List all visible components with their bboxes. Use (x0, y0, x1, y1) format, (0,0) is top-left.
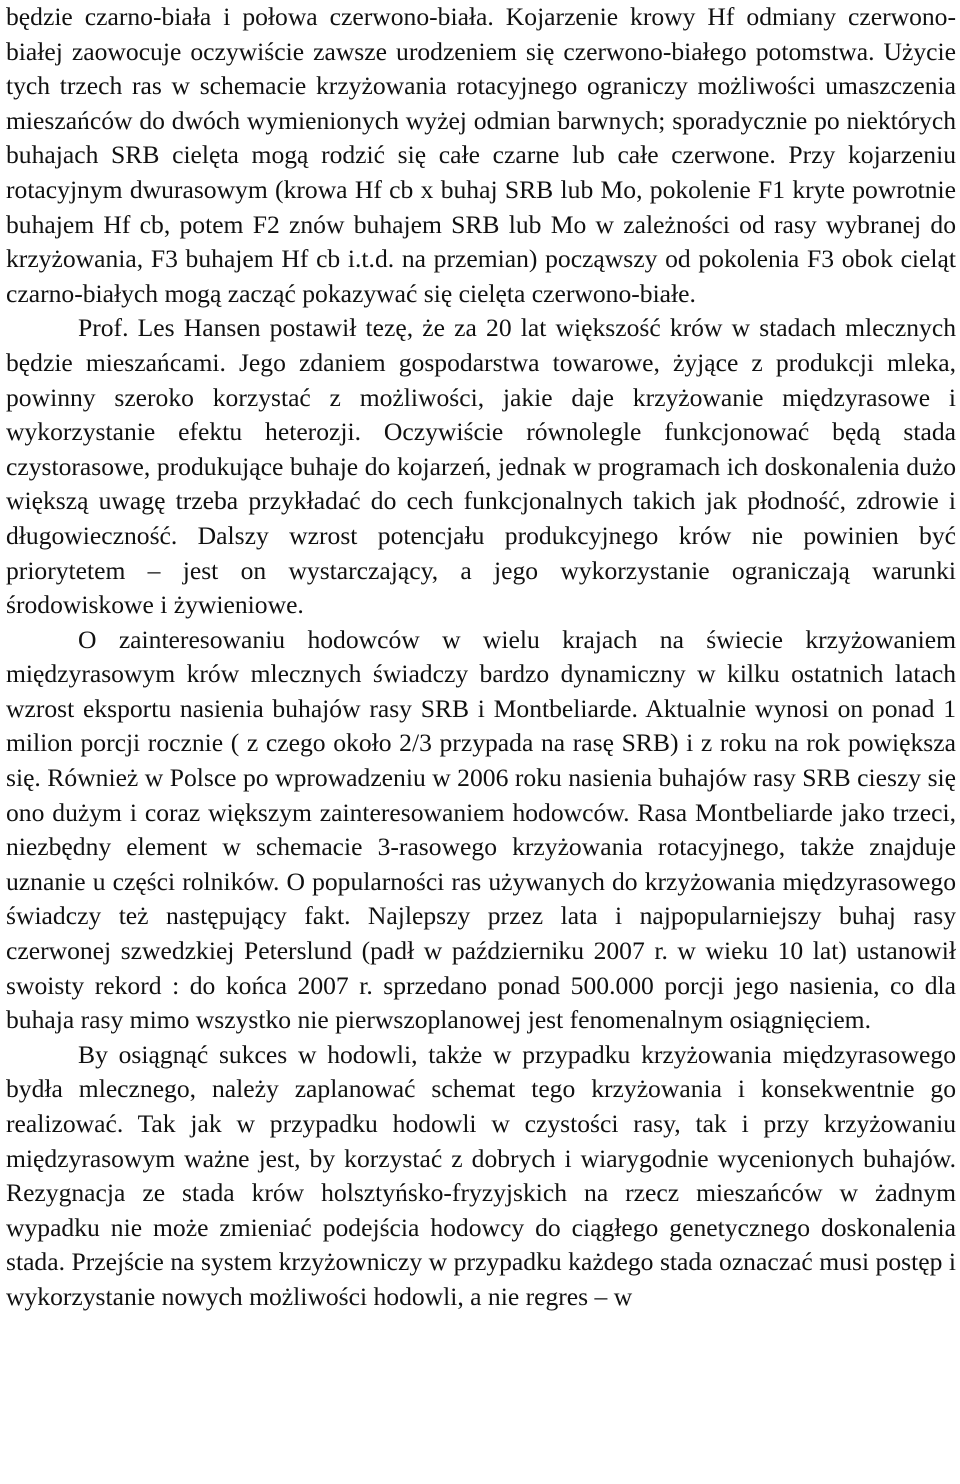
paragraph-4: By osiągnąć sukces w hodowli, także w przypadku krzyżowania międzyrasowego bydła mlecznego, należy zaplanować schemat tego krzyżowania i konsekwentnie go realizować. Tak jak w przypadku hodowli w czystości rasy, tak i przy krzyżowaniu międzyrasowym ważne jest, by korzystać z dobrych i wiarygodnie wycenionych buhajów. Rezygnacja ze stada krów holsztyńsko-fryzyjskich na rzecz mieszańców w żadnym wypadku nie może zmieniać podejścia hodowcy do ciągłego genetycznego doskonalenia stada. Przejście na system krzyżowniczy w przypadku każdego stada oznaczać musi postęp i wykorzystanie nowych możliwości hodowli, a nie regres – w (6, 1039, 956, 1311)
paragraph-1: będzie czarno-biała i połowa czerwono-biała. Kojarzenie krowy Hf odmiany czerwono-białej zaowocuje oczywiście zawsze urodzeniem się czerwono-białego potomstwa. Użycie tych trzech ras w schemacie krzyżowania rotacyjnego ograniczy możliwości umaszczenia mieszańców do dwóch wymienionych wyżej odmian barwnych; sporadycznie po niektórych buhajach SRB cielęta mogą rodzić się całe czarne lub całe czerwone. Przy kojarzeniu rotacyjnym dwurasowym (krowa Hf cb x buhaj SRB lub Mo, pokolenie F1 kryte powrotnie buhajem Hf cb, potem F2 znów buhajem SRB lub Mo w zależności od rasy wybranej do krzyżowania, F3 buhajem Hf cb i.t.d. na przemian) począwszy od pokolenia F3 obok cieląt czarno-białych mogą zacząć pokazywać się cielęta czerwono-białe. (6, 2, 956, 308)
paragraph-2: Prof. Les Hansen postawił tezę, że za 20 lat większość krów w stadach mlecznych będzie mieszańcami. Jego zdaniem gospodarstwa towarowe, żyjące z produkcji mleka, powinny szeroko korzystać z możliwości, jakie daje krzyżowanie międzyrasowe i wykorzystanie efektu heterozji. Oczywiście równolegle funkcjonować będą stada czystorasowe, produkujące buhaje do kojarzeń, jednak w programach ich doskonalenia dużo większą uwagę trzeba przykładać do cech funkcjonalnych takich jak płodność, zdrowie i długowieczność. Dalszy wzrost potencjału produkcyjnego krów nie powinien być priorytetem – jest on wystarczający, a jego wykorzystanie ograniczają warunki środowiskowe i żywieniowe. (6, 313, 956, 620)
document-page (6, 0, 956, 1315)
paragraph-3: O zainteresowaniu hodowców w wielu krajach na świecie krzyżowaniem międzyrasowym krów mlecznych świadczy bardzo dynamiczny w kilku ostatnich latach wzrost eksportu nasienia buhajów rasy SRB i Montbeliarde. Aktualnie wynosi on ponad 1 milion porcji rocznie ( z czego około 2/3 przypada na rasę SRB) i z roku na rok powiększa się. Również w Polsce po wprowadzeniu w 2006 roku nasienia buhajów rasy SRB cieszy się ono dużym i coraz większym zainteresowaniem hodowców. Rasa Montbeliarde jako trzeci, niezbędny element w schemacie 3-rasowego krzyżowania rotacyjnego, także znajduje uznanie u części rolników. O popularności ras używanych do krzyżowania międzyrasowego świadczy też następujący fakt. Najlepszy przez lata i najpopularniejszy buhaj rasy czerwonej szwedzkiej Peterslund (padł w październiku 2007 r. w wieku 10 lat) ustanowił swoisty rekord : do końca 2007 r. sprzedano ponad 500.000 porcji jego nasienia, co dla buhaja rasy mimo wszystko nie pierwszoplanowej jest fenomenalnym osiągnięciem. (6, 624, 956, 1035)
